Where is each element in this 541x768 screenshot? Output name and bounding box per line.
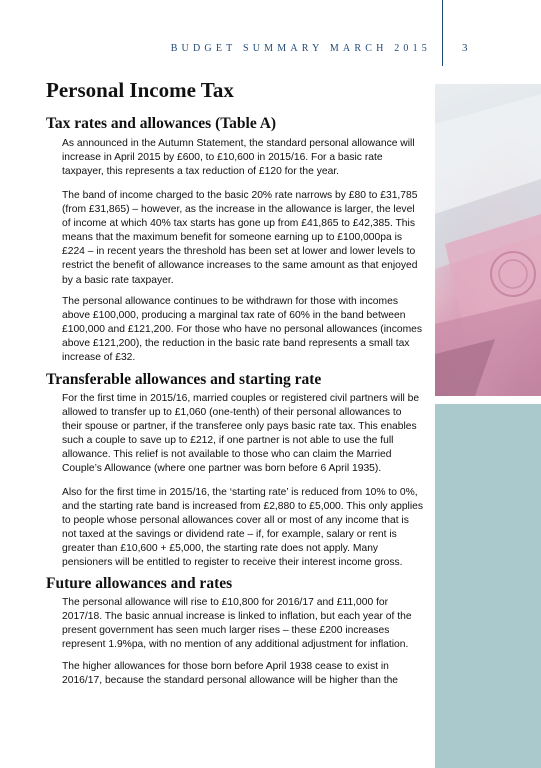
- teal-side-block: [435, 404, 541, 768]
- paragraph: The band of income charged to the basic 20% rate narrows by £80 to £31,785 (from £31,865) – however, as the increase in the allowance is larger, the level of income at which 40% tax starts has gone up from £41,865 to £42,385. This means that the maximum benefit for someone earning up to £100,000pa is £224 – in recent years the threshold has been set at lower and lower levels to restrict the benefit of allowance increases to the same amount as that enjoyed by a basic rate taxpayer.: [62, 190, 418, 286]
- section-heading-transferable: Transferable allowances and starting rate: [46, 371, 322, 388]
- paragraph: The higher allowances for those born before April 1938 cease to exist in 2016/17, because the standard personal allowance will be higher than the: [62, 661, 399, 687]
- paragraph: As announced in the Autumn Statement, the standard personal allowance will increase in April 2015 by £600, to £10,600 in 2015/16. For a basic rate taxpayer, this represents a tax reduction of £120 for the year.: [62, 138, 415, 178]
- section-heading-future: Future allowances and rates: [46, 575, 233, 592]
- running-header-title: BUDGET SUMMARY MARCH 2015: [170, 43, 431, 54]
- paragraph: For the first time in 2015/16, married couples or registered civil partners will be allowed to transfer up to £1,060 (one-tenth) of their personal allowances to their spouse or partner, if the transferee only pays basic rate tax. This enables such a couple to save up to £212, if one partner is not able to use the full allowance. This relief is not available to those who can claim the Married Couple’s Allowance (where one partner was born before 6 April 1935).: [62, 393, 420, 475]
- page-title: Personal Income Tax: [46, 78, 234, 102]
- banknote-photo: [435, 84, 541, 396]
- paragraph: Also for the first time in 2015/16, the ‘starting rate’ is reduced from 10% to 0%, and the starting rate band is increased from £2,880 to £5,000. This only applies to people whose personal allowances cover all or most of any income that is not taxed at the savings or dividend rate – if, for example, salary or rent is greater than £10,600 + £5,000, the starting rate does not apply. Many pensioners will be entitled to register to receive their interest income gross.: [62, 487, 423, 569]
- paragraph: The personal allowance will rise to £10,800 for 2016/17 and £11,000 for 2017/18. The basic annual increase is linked to inflation, but each year of the present government has seen much larger rises – these £200 increases represent 1.9%pa, with no mention of any additional adjustment for inflation.: [62, 597, 412, 651]
- header-vertical-rule: [442, 0, 443, 66]
- page-number: 3: [462, 42, 468, 54]
- paragraph: The personal allowance continues to be withdrawn for those with incomes above £100,000, producing a marginal tax rate of 60% in the band between £100,000 and £121,200. For those who have no personal allowances (incomes above £121,200), the reduction in the basic rate band represents a small tax increase of £32.: [62, 296, 423, 364]
- banknote-illustration: [435, 84, 541, 396]
- section-heading-tax-rates: Tax rates and allowances (Table A): [46, 115, 277, 132]
